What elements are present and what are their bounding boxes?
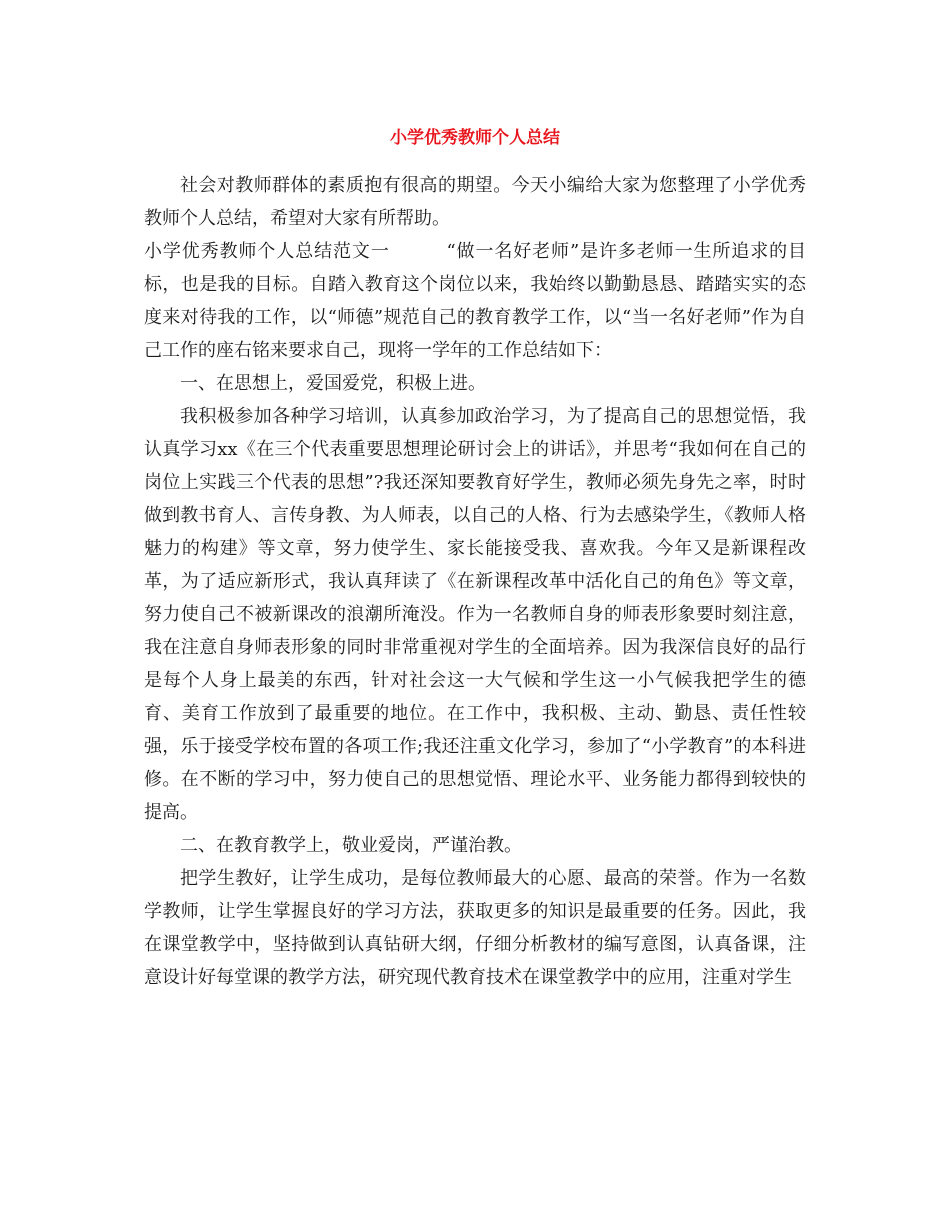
document-title: 小学优秀教师个人总结 <box>390 128 560 148</box>
paragraph-sample-one: 小学优秀教师个人总结范文一 “做一名好老师”是许多老师一生所追求的目标，也是我的目标。自踏入教育这个岗位以来，我始终以勤勤恳恳、踏踏实实的态度来对待我的工作，以“师德”规范自己的教育教学工作，以“当一名好老师”作为自己工作的座右铭来要求自己，现将一学年的工作总结如下： <box>144 241 806 361</box>
heading-section-two: 二、在教育教学上，敬业爱岗，严谨治教。 <box>180 835 522 856</box>
heading-section-one: 一、在思想上，爱国爱党，积极上进。 <box>180 373 486 394</box>
paragraph-section-two-body: 把学生教好，让学生成功，是每位教师最大的心愿、最高的荣誉。作为一名数学教师，让学生掌握良好的学习方法，获取更多的知识是最重要的任务。因此，我在课堂教学中，坚持做到认真钻研大纲，仔细分析教材的编写意图，认真备课，注意设计好每堂课的教学方法，研究现代教育技术在课堂教学中的应用，注重对学生 <box>144 868 806 988</box>
document-body <box>144 169 806 994</box>
paragraph-section-one-body: 我积极参加各种学习培训，认真参加政治学习，为了提高自己的思想觉悟，我认真学习xx《在三个代表重要思想理论研讨会上的讲话》，并思考“我如何在自己的岗位上实践三个代表的思想”?我还深知要教育好学生，教师必须先身先之率，时时做到教书育人、言传身教、为人师表，以自己的人格、行为去感染学生，《教师人格魅力的构建》等文章，努力使学生、家长能接受我、喜欢我。今年又是新课程改革，为了适应新形式，我认真拜读了《在新课程改革中活化自己的角色》等文章，努力使自己不被新课改的浪潮所淹没。作为一名教师自身的师表形象要时刻注意，我在注意自身师表形象的同时非常重视对学生的全面培养。因为我深信良好的品行是每个人身上最美的东西，针对社会这一大气候和学生这一小气候我把学生的德育、美育工作放到了最重要的地位。在工作中，我积极、主动、勤恳、责任性较强，乐于接受学校布置的各项工作;我还注重文化学习，参加了“小学教育”的本科进修。在不断的学习中，努力使自己的思想觉悟、理论水平、业务能力都得到较快的提高。 <box>144 406 806 823</box>
paragraph-intro: 社会对教师群体的素质抱有很高的期望。今天小编给大家为您整理了小学优秀教师个人总结，希望对大家有所帮助。 <box>144 175 806 229</box>
